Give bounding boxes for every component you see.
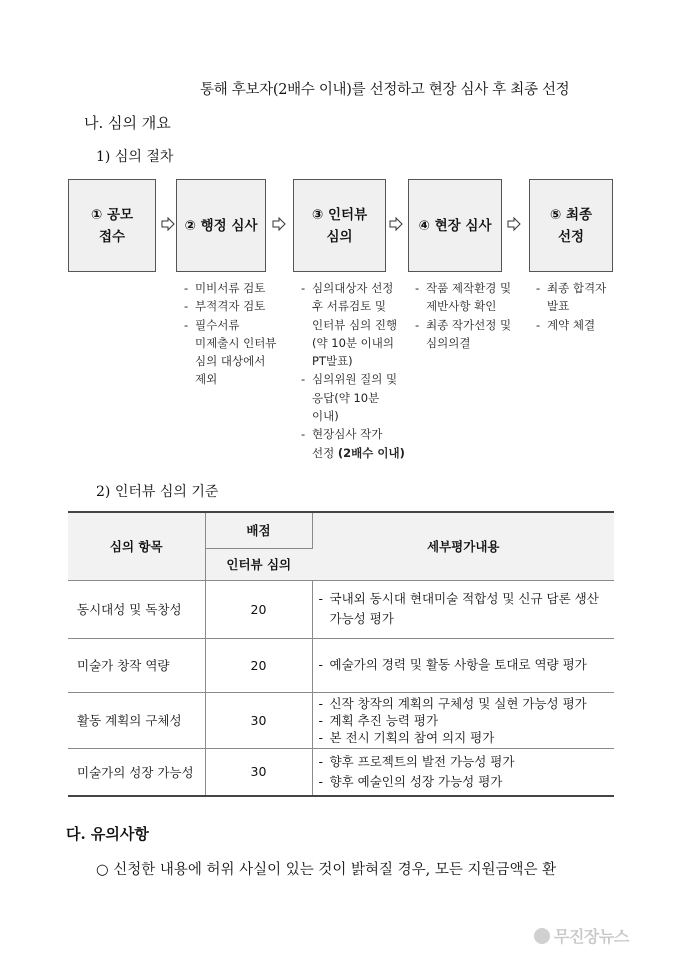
watermark-icon <box>534 928 550 944</box>
step-title: ⑤ 최종 <box>549 206 593 223</box>
criteria-score: 20 <box>205 580 312 638</box>
criteria-detail <box>312 748 614 796</box>
detail-line: - 국내외 동시대 현대미술 적합성 및 신규 담론 생산 가능성 평가 <box>317 589 611 629</box>
step-note-text: 현장심사 작가 선정 <box>312 427 383 460</box>
step-box-final-selection <box>529 179 613 272</box>
column-header-score: 배점 <box>205 512 312 548</box>
step-box-interview <box>293 179 386 272</box>
criteria-item: 동시대성 및 독창성 <box>68 580 205 638</box>
step-notes-site-review <box>415 279 523 352</box>
step-note-bold: (2배수 이내) <box>337 445 405 460</box>
section-heading-overview: 나. 심의 개요 <box>84 114 171 132</box>
arrow-right-icon <box>507 216 521 232</box>
section-heading-precautions: 다. 유의사항 <box>66 825 149 843</box>
detail-line: - 계획 추진 능력 평가 <box>317 712 611 729</box>
arrow-right-icon <box>272 216 286 232</box>
step-title-line2: 심의 <box>326 228 353 245</box>
step-box-site-review <box>408 179 502 272</box>
column-header-detail: 세부평가내용 <box>312 512 614 580</box>
table-row <box>68 692 614 748</box>
arrow-right-icon <box>161 216 175 232</box>
criteria-score: 30 <box>205 748 312 796</box>
step-notes-interview <box>301 279 407 462</box>
watermark-text: 무진장뉴스 <box>554 927 629 946</box>
column-subheader-interview: 인터뷰 심의 <box>205 548 312 580</box>
detail-line: - 향후 예술인의 성장 가능성 평가 <box>317 772 611 792</box>
table-row <box>68 638 614 692</box>
criteria-detail <box>312 580 614 638</box>
table-row <box>68 580 614 638</box>
step-note: - 필수서류 미제출시 인터뷰 심의 대상에서 제외 <box>184 316 282 389</box>
criteria-detail <box>312 692 614 748</box>
criteria-score: 30 <box>205 692 312 748</box>
criteria-item: 미술가 창작 역량 <box>68 638 205 692</box>
column-header-item: 심의 항목 <box>68 512 205 580</box>
step-title-line2: 선정 <box>557 228 585 245</box>
arrow-right-icon <box>389 216 403 232</box>
criteria-detail <box>312 638 614 692</box>
step-notes-final-selection <box>536 279 610 334</box>
step-notes-admin-review <box>184 279 282 389</box>
step-title: ④ 현장 심사 <box>418 217 492 234</box>
step-note <box>301 425 407 462</box>
step-note: - 작품 제작환경 및 제반사항 확인 <box>415 279 523 316</box>
subheading-interview-criteria: 2) 인터뷰 심의 기준 <box>96 484 219 500</box>
step-note: - 계약 체결 <box>536 316 610 334</box>
step-note: - 미비서류 검토 <box>184 279 282 297</box>
step-box-admin-review <box>176 179 266 272</box>
precaution-line: ○ 신청한 내용에 허위 사실이 있는 것이 밝혀질 경우, 모든 지원금액은 환 <box>96 862 557 878</box>
step-title: ① 공모 <box>90 206 134 223</box>
table-row <box>68 748 614 796</box>
detail-line: - 향후 프로젝트의 발전 가능성 평가 <box>317 752 611 772</box>
criteria-item: 미술가의 성장 가능성 <box>68 748 205 796</box>
watermark-logo <box>534 924 629 947</box>
step-title: ③ 인터뷰 <box>311 206 368 223</box>
subheading-procedure: 1) 심의 절차 <box>96 149 174 165</box>
step-title-line2: 접수 <box>98 228 126 245</box>
step-note: - 심의위원 질의 및 응답(약 10분 이내) <box>301 370 407 425</box>
criteria-item: 활동 계획의 구체성 <box>68 692 205 748</box>
step-title: ② 행정 심사 <box>184 217 258 234</box>
step-note: - 최종 작가선정 및 심의의결 <box>415 316 523 353</box>
step-box-application <box>68 179 156 272</box>
step-note: - 부적격자 검토 <box>184 297 282 315</box>
detail-line: - 본 전시 기획의 참여 의지 평가 <box>317 729 611 746</box>
detail-line: - 신작 창작의 계획의 구체성 및 실현 가능성 평가 <box>317 695 611 712</box>
step-note: - 최종 합격자 발표 <box>536 279 610 316</box>
interview-criteria-table <box>68 511 614 797</box>
criteria-score: 20 <box>205 638 312 692</box>
step-note: - 심의대상자 선정 후 서류검토 및 인터뷰 심의 진행(약 10분 이내의 PT발표) <box>301 279 407 370</box>
detail-line: - 예술가의 경력 및 활동 사항을 토대로 역량 평가 <box>317 655 611 675</box>
intro-continuation-line: 통해 후보자(2배수 이내)를 선정하고 현장 심사 후 최종 선정 <box>200 82 570 98</box>
